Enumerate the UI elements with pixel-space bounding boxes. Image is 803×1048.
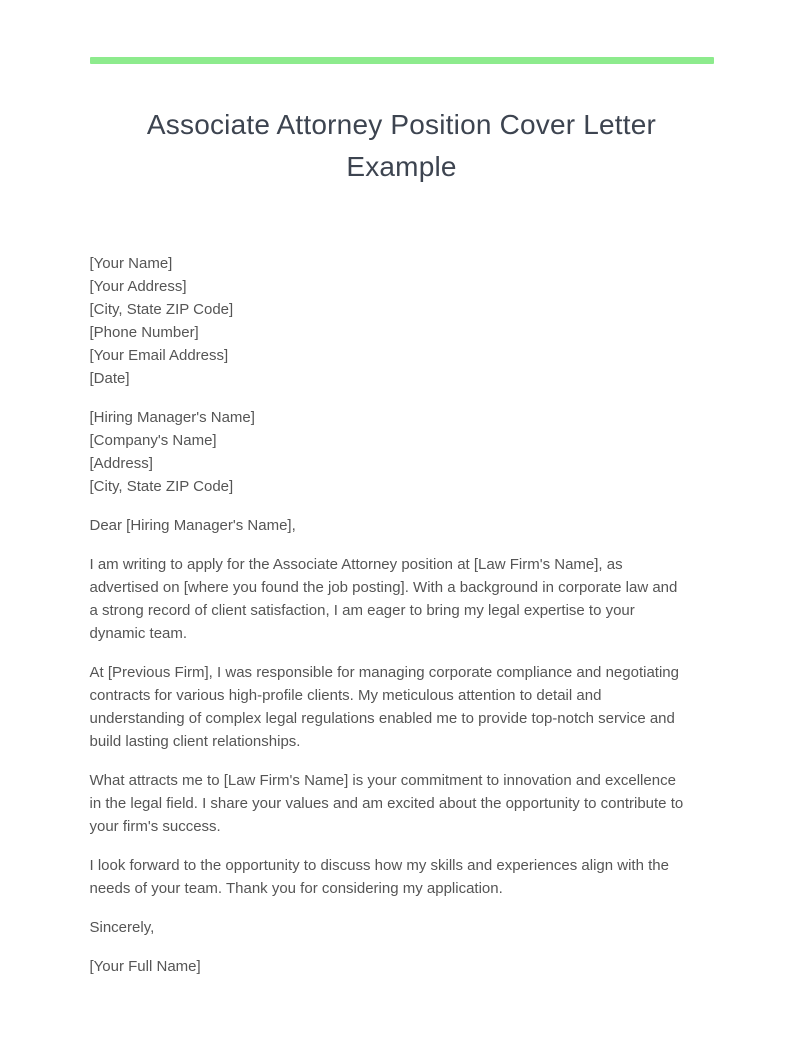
sender-address: [Your Address] — [89, 278, 187, 295]
sender-name: [Your Name] — [89, 255, 173, 272]
sender-phone: [Phone Number] — [89, 324, 199, 341]
recipient-company: [Company's Name] — [89, 432, 217, 449]
recipient-address-block — [90, 406, 714, 498]
cover-letter-page — [90, 0, 714, 1048]
recipient-city-state-zip: [City, State ZIP Code] — [89, 478, 234, 495]
page-title: Associate Attorney Position Cover Letter Example — [146, 109, 657, 182]
paragraph-experience: At [Previous Firm], I was responsible for managing corporate compliance and negotiating contracts for various high-profile clients. My meticulous attention to detail and understanding of complex legal regulations enabled me to provide top-notch service and build lasting client relationships. — [89, 664, 679, 750]
closing: Sincerely, — [89, 919, 155, 936]
recipient-address: [Address] — [89, 455, 153, 472]
recipient-name: [Hiring Manager's Name] — [89, 409, 255, 426]
top-accent-bar — [90, 57, 714, 64]
sender-city-state-zip: [City, State ZIP Code] — [89, 301, 234, 318]
letter-date: [Date] — [89, 370, 130, 387]
paragraph-introduction: I am writing to apply for the Associate Attorney position at [Law Firm's Name], as advertised on [where you found the job posting]. With a background in corporate law and a strong record of client satisfaction, I am eager to bring my legal expertise to your dynamic team. — [89, 556, 678, 642]
sender-address-block — [90, 252, 714, 390]
letter-body — [90, 252, 714, 978]
salutation: Dear [Hiring Manager's Name], — [89, 517, 296, 534]
paragraph-motivation: What attracts me to [Law Firm's Name] is your commitment to innovation and excellence in the legal field. I share your values and am excited about the opportunity to contribute to your firm's success. — [89, 772, 684, 835]
sender-email: [Your Email Address] — [89, 347, 229, 364]
signature: [Your Full Name] — [89, 958, 201, 975]
paragraph-closing-request: I look forward to the opportunity to discuss how my skills and experiences align with the needs of your team. Thank you for considering my application. — [89, 857, 669, 897]
